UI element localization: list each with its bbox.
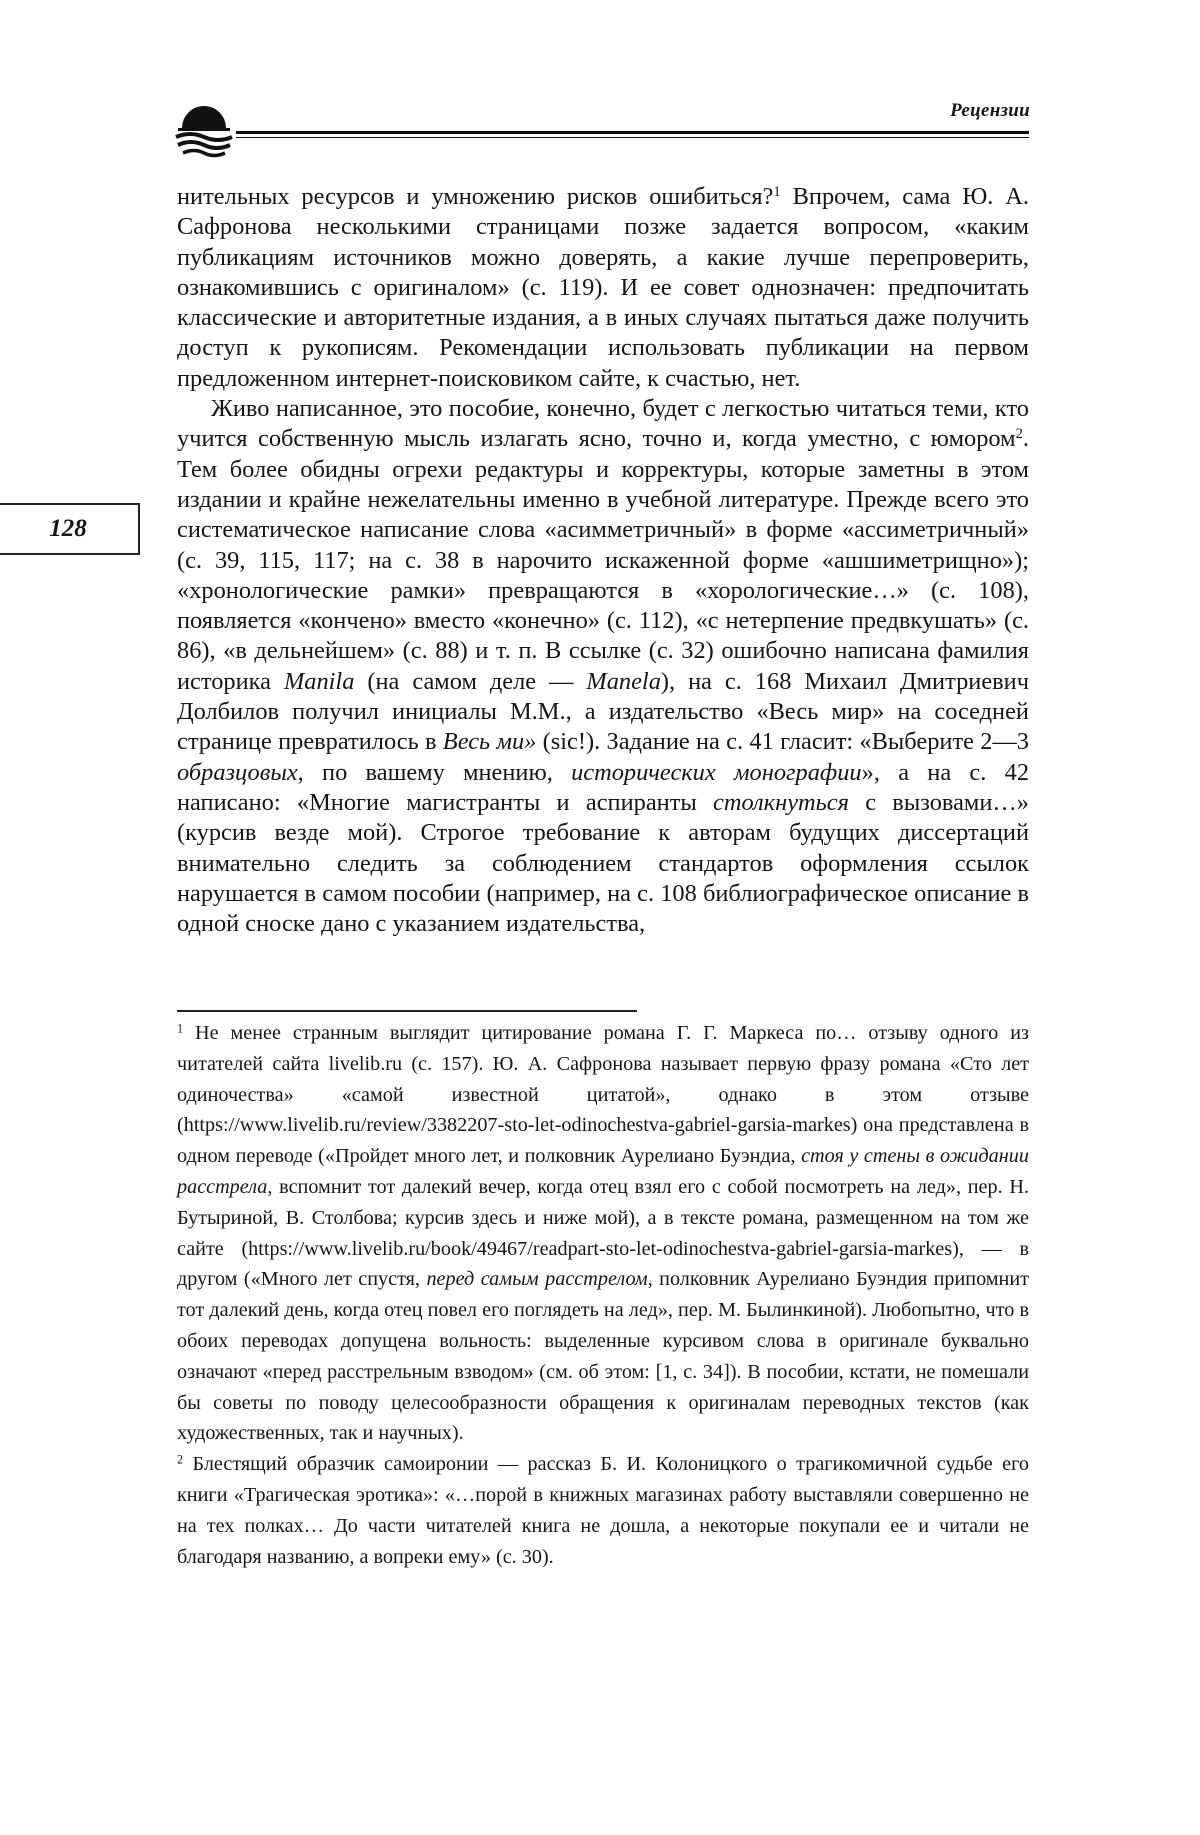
footnotes (177, 1018, 1029, 1572)
footnote-2: $^2$ Блестящий образчик самоиронии — рассказ Б. И. Колоницкого о трагикомичной судьбе его книги «Трагическая эротика»: «…порой в книжных магазинах работу выставляли совершенно не на тех полках… До части читателей книга не дошла, а некоторые покупали ее и читали не благодаря названию, а вопреки ему» (с. 30). (177, 1452, 1029, 1568)
header-rule-thin (236, 137, 1029, 138)
paragraph-2: Живо написанное, это пособие, конечно, будет с легкостью читаться теми, кто учится собственную мысль излагать ясно, точно и, когда уместно, с юмором$^2$. Тем более обидны огрехи редактуры и корректуры, которые заметны в этом издании и крайне нежелательны именно в учебной литературе. Прежде всего это систематическое написание слова «асимметричный» в форме «ассиметричный» (с. 39, 115, 117; на с. 38 в нарочито искаженной форме «ашшиметрищно»); «хронологические рамки» превращаются в «хорологические…» (с. 108), появляется «кончено» вместо «конечно» (с. 112), «с нетерпение предвкушать» (с. 86), «в дельнейшем» (с. 88) и т. п. В ссылке (с. 32) ошибочно написана фамилия историка Manila (на самом деле — Manela), на с. 168 Михаил Дмитриевич Долбилов получил инициалы М.М., а издательство «Весь мир» на соседней странице превратилось в Весь ми» (sic!). Задание на с. 41 гласит: «Выберите 2—3 образцовых, по вашему мнению, исторических монографии», а на с. 42 написано: «Многие магистранты и аспиранты столкнуться с вызовами…» (курсив везде мой). Строгое требование к авторам будущих диссертаций внимательно следить за соблюдением стандартов оформления ссылок нарушается в самом пособии (например, на с. 108 библиографическое описание в одной сноске дано с указанием издательства, (177, 395, 1030, 938)
footnote-ref-1[interactable]: 1 (773, 183, 781, 200)
footnote-number-1: 1 (177, 1021, 184, 1036)
footnote-1: $^1$ Не менее странным выглядит цитирование романа Г. Г. Маркеса по… отзыву одного из читателей сайта livelib.ru (с. 157). Ю. А. Сафронова называет первую фразу романа «Сто лет одиночества» «самой известной цитатой», однако в этом отзыве (https://www.livelib.ru/review/3382207-sto-let-odinochestva-gabriel-garsia-markes) она представлена в одном переводе («Пройдет много лет, и полковник Аурелиано Буэндиа, стоя у стены в ожидании расстрела, вспомнит тот далекий вечер, когда отец взял его с собой посмотреть на лед», пер. Н. Бутыриной, В. Столбова; курсив здесь и ниже мой), а в тексте романа, размещенном на том же сайте (https://www.livelib.ru/book/49467/readpart-sto-let-odinochestva-gabriel-garsia-markes), — в другом («Много лет спустя, перед самым расстрелом, полковник Аурелиано Буэндия припомнит тот далекий день, когда отец повел его поглядеть на лед», пер. М. Былинкиной). Любопытно, что в обоих переводах допущена вольность: выделенные курсивом слова в оригинале буквально означают «перед расстрельным взводом» (см. об этом: [1, с. 34]). В пособии, кстати, не помешали бы советы по поводу целесообразности обращения к оригиналам переводных текстов (как художественных, так и научных). (177, 1021, 1029, 1445)
journal-logo-icon (170, 100, 238, 168)
footnote-ref-2[interactable]: 2 (1015, 426, 1023, 443)
footnote-number-2: 2 (177, 1452, 184, 1467)
paragraph-1: нительных ресурсов и умножению рисков ошибиться?$^1$ Впрочем, сама Ю. А. Сафронова несколькими страницами позже задается вопросом, «каким публикациям источников можно доверять, а какие лучше перепроверить, ознакомившись с оригиналом» (с. 119). И ее совет однозначен: предпочитать классические и авторитетные издания, а в иных случаях пытаться даже получить доступ к рукописям. Рекомендации использовать публикации на первом предложенном интернет-поисковиком сайте, к счастью, нет. (177, 183, 1029, 392)
section-title: Рецензии (950, 100, 1030, 121)
page-number: 128 (49, 515, 87, 542)
body-text (177, 182, 1029, 939)
page-number-box (0, 503, 140, 555)
header-rule (236, 131, 1029, 134)
footnote-separator (177, 1010, 637, 1012)
